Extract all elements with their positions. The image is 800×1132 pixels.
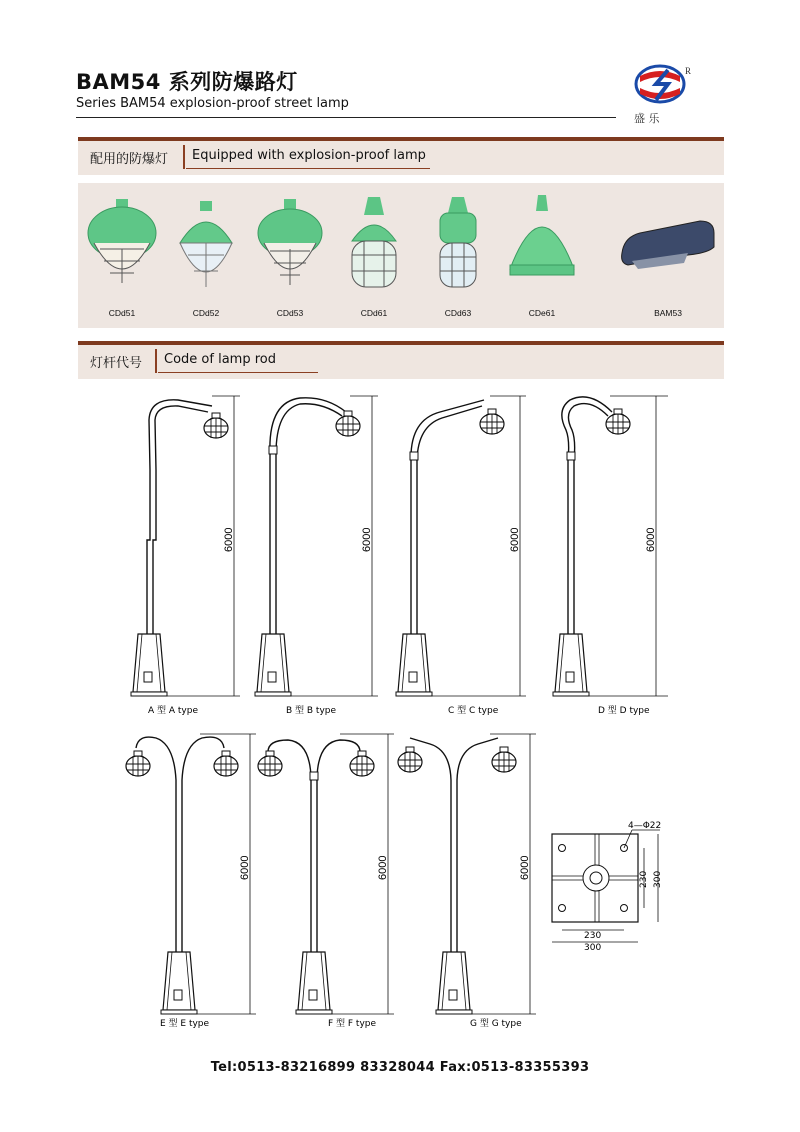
page-title: BAM54 系列防爆路灯 [76, 70, 298, 94]
outer-dimension-vertical: 300 [653, 870, 663, 888]
type-caption: C 型 C type [448, 706, 499, 716]
contact-line: Tel:0513-83216899 83328044 Fax:0513-83355393 [210, 1060, 590, 1075]
logo-text: 盛 乐 [634, 112, 660, 125]
section-label-en: Code of lamp rod [164, 352, 276, 367]
section-label-zh: 灯杆代号 [90, 356, 143, 371]
type-caption: G 型 G type [470, 1019, 522, 1029]
height-dimension: 6000 [645, 527, 657, 552]
height-dimension: 6000 [509, 527, 521, 552]
rod-type-c [396, 396, 526, 696]
hole-spec: 4—Φ22 [628, 821, 662, 831]
height-dimension: 6000 [519, 855, 531, 880]
type-caption: D 型 D type [598, 706, 650, 716]
height-dimension: 6000 [377, 855, 389, 880]
type-caption: A 型 A type [148, 706, 199, 716]
registered-mark: R [685, 66, 692, 76]
lamp-label: BAM53 [654, 308, 682, 318]
lamp-label: CDd52 [192, 308, 220, 318]
inner-dimension: 230 [584, 931, 602, 941]
rod-type-f [258, 734, 394, 1014]
outer-dimension: 300 [584, 943, 602, 953]
height-dimension: 6000 [239, 855, 251, 880]
lamp-label: CDe61 [528, 308, 556, 318]
height-dimension: 6000 [361, 527, 373, 552]
section-label-en: Equipped with explosion-proof lamp [192, 148, 426, 163]
section-label-zh: 配用的防爆灯 [90, 152, 169, 167]
type-caption: E 型 E type [160, 1019, 210, 1029]
rod-type-g [398, 734, 536, 1014]
type-caption: B 型 B type [286, 706, 337, 716]
lamp-label: CDd63 [444, 308, 472, 318]
inner-dimension-vertical: 230 [639, 870, 649, 888]
type-caption: F 型 F type [328, 1019, 377, 1029]
rod-type-b [255, 396, 378, 696]
lamp-label: CDd61 [360, 308, 388, 318]
lamp-label: CDd53 [276, 308, 304, 318]
rod-type-e [126, 734, 256, 1014]
page-subtitle: Series BAM54 explosion-proof street lamp [76, 96, 349, 111]
lamp-label: CDd51 [108, 308, 136, 318]
height-dimension: 6000 [223, 527, 235, 552]
